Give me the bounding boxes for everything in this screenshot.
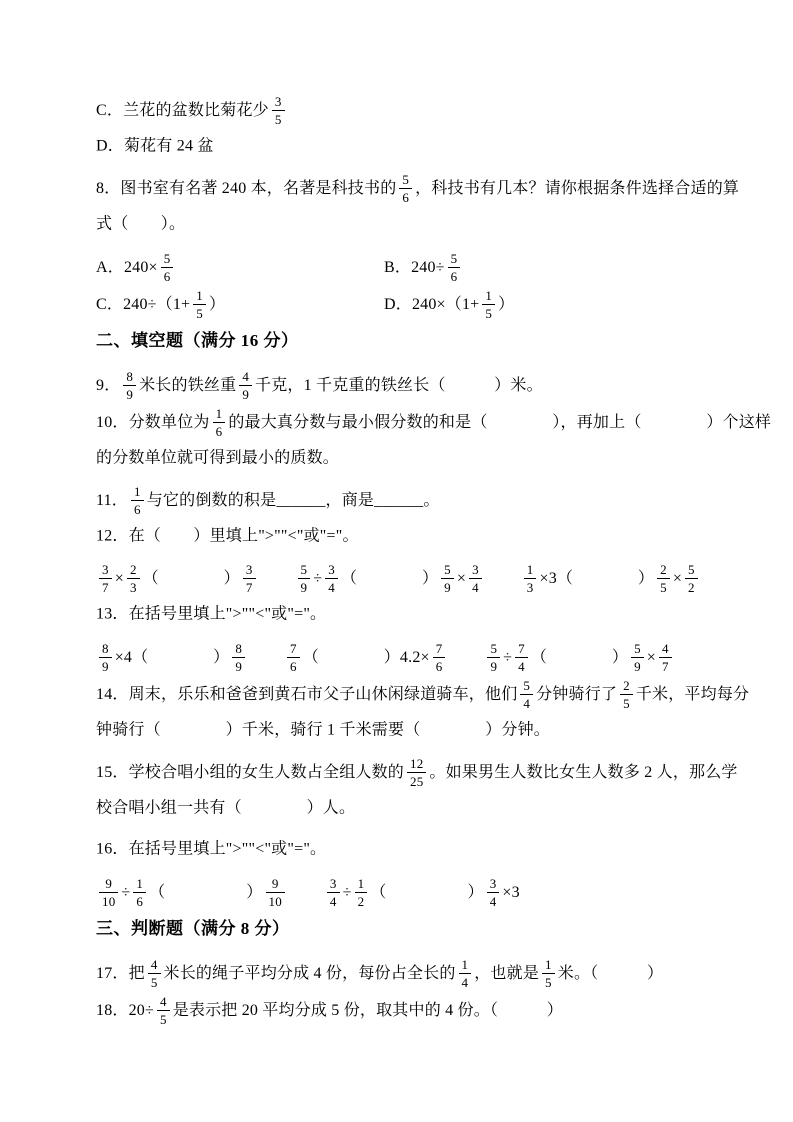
text-run: 千米，平均每分 bbox=[635, 685, 750, 703]
text-run: C．240÷（1+ bbox=[96, 295, 191, 313]
text-run: 16．在括号里填上">""<"或"="。 bbox=[96, 840, 327, 858]
text-run: 的最大真分数与最小假分数的和是（ ），再加上（ ）个这样 bbox=[228, 413, 772, 431]
fraction-numerator: 7 bbox=[287, 640, 300, 658]
fraction-numerator: 3 bbox=[327, 875, 340, 893]
section-3-heading bbox=[96, 913, 707, 944]
text-run: 是表示把 20 平均分成 5 份，取其中的 4 份。（ ） bbox=[172, 1001, 563, 1019]
q8-stem-line2 bbox=[96, 209, 707, 239]
fraction-3-4 bbox=[487, 875, 500, 909]
fraction-numerator: 1 bbox=[524, 561, 537, 579]
fraction-numerator: 5 bbox=[685, 561, 698, 579]
document-body bbox=[96, 94, 772, 1028]
text-run: 9． bbox=[96, 376, 121, 394]
fraction-denominator: 6 bbox=[290, 658, 297, 674]
text-run: 米长的绳子平均分成 4 份，每份占全长的 bbox=[163, 964, 456, 982]
q16-items bbox=[96, 876, 707, 910]
fraction-4-7 bbox=[659, 640, 672, 674]
section-2-heading bbox=[96, 325, 707, 356]
text-run: （ ） bbox=[370, 883, 484, 901]
fraction-denominator: 5 bbox=[159, 1011, 167, 1027]
fraction-denominator: 9 bbox=[242, 386, 250, 402]
fraction-5-4 bbox=[520, 677, 533, 711]
text-run: （ ）4.2× bbox=[302, 648, 430, 666]
q17 bbox=[96, 957, 707, 991]
text-run: ×4（ ） bbox=[114, 648, 230, 666]
fraction-denominator: 3 bbox=[129, 580, 137, 596]
fraction-denominator: 4 bbox=[472, 580, 479, 596]
fraction-numerator: 5 bbox=[399, 171, 412, 189]
fraction-7-6 bbox=[287, 640, 300, 674]
q14-line1 bbox=[96, 677, 750, 712]
fraction-denominator: 6 bbox=[163, 268, 171, 284]
fraction-4-5 bbox=[157, 993, 170, 1027]
fraction-numerator: 3 bbox=[99, 561, 112, 579]
fraction-numerator: 4 bbox=[659, 640, 672, 658]
q13-stem bbox=[96, 599, 707, 629]
text-run: （ ） bbox=[142, 570, 240, 588]
q18 bbox=[96, 994, 707, 1028]
q8-options-cd-cell-2 bbox=[384, 288, 514, 322]
fraction-numerator: 5 bbox=[631, 640, 644, 658]
fraction-numerator: 3 bbox=[325, 561, 338, 579]
q7-option-c bbox=[96, 94, 707, 128]
q8-options-cd bbox=[96, 288, 707, 322]
fraction-denominator: 6 bbox=[134, 502, 141, 518]
text-run: 与它的倒数的积是______，商是______。 bbox=[146, 492, 440, 510]
fraction-7-6 bbox=[433, 640, 446, 674]
fraction-numerator: 1 bbox=[193, 287, 206, 305]
fraction-denominator: 4 bbox=[523, 695, 531, 711]
fraction-1-6 bbox=[213, 405, 226, 439]
text-run: × bbox=[456, 570, 467, 588]
text-run: ÷ bbox=[121, 883, 131, 901]
fraction-numerator: 7 bbox=[433, 640, 446, 658]
q13-items-cell-1 bbox=[96, 641, 248, 675]
fraction-numerator: 4 bbox=[148, 956, 161, 974]
fraction-3-5 bbox=[272, 93, 285, 127]
fraction-numerator: 1 bbox=[131, 483, 144, 501]
text-run: D．240×（1+ bbox=[384, 295, 480, 313]
fraction-1-5 bbox=[482, 287, 495, 321]
text-run: 18．20÷ bbox=[96, 1001, 154, 1019]
fraction-denominator: 4 bbox=[329, 893, 337, 909]
fraction-denominator: 3 bbox=[526, 580, 534, 596]
fraction-numerator: 9 bbox=[266, 875, 285, 893]
fraction-numerator: 2 bbox=[657, 561, 670, 579]
q8-options-ab-cell-1 bbox=[96, 251, 384, 285]
fraction-8-9 bbox=[123, 368, 136, 402]
fraction-numerator: 1 bbox=[542, 956, 555, 974]
q13-items bbox=[96, 641, 707, 675]
fraction-8-9 bbox=[99, 640, 112, 674]
fraction-2-5 bbox=[657, 561, 670, 595]
fraction-numerator: 1 bbox=[213, 405, 226, 423]
fraction-4-9 bbox=[239, 368, 252, 402]
fraction-1-2 bbox=[355, 875, 368, 909]
fraction-numerator: 2 bbox=[620, 677, 633, 695]
q10-line1 bbox=[96, 405, 772, 440]
q10-line2 bbox=[96, 443, 707, 473]
text-run: 校合唱小组一共有（ ）人。 bbox=[96, 799, 356, 817]
fraction-3-7 bbox=[243, 561, 256, 595]
fraction-1-5 bbox=[193, 287, 206, 321]
q16-stem bbox=[96, 834, 707, 864]
fraction-3-7 bbox=[99, 561, 112, 595]
text-run: 二、填空题（满分 16 分） bbox=[96, 330, 299, 350]
q15-line2 bbox=[96, 793, 707, 823]
fraction-denominator: 5 bbox=[545, 974, 552, 990]
fraction-numerator: 5 bbox=[520, 677, 533, 695]
fraction-denominator: 10 bbox=[102, 893, 116, 909]
q8-options-ab-cell-2 bbox=[384, 251, 463, 285]
q12-stem bbox=[96, 521, 707, 551]
fraction-numerator: 4 bbox=[157, 993, 170, 1011]
fraction-numerator: 5 bbox=[161, 250, 174, 268]
fraction-2-3 bbox=[127, 561, 140, 595]
fraction-denominator: 6 bbox=[435, 658, 443, 674]
text-run: 13．在括号里填上">""<"或"="。 bbox=[96, 605, 327, 623]
fraction-denominator: 4 bbox=[489, 893, 497, 909]
fraction-5-6 bbox=[399, 171, 412, 205]
fraction-1-6 bbox=[131, 483, 144, 517]
q9 bbox=[96, 369, 707, 403]
fraction-numerator: 1 bbox=[133, 875, 146, 893]
fraction-denominator: 6 bbox=[136, 893, 144, 909]
text-run: ×3 bbox=[502, 883, 520, 901]
fraction-3-4 bbox=[325, 561, 338, 595]
text-run: 15．学校合唱小组的女生人数占全组人数的 bbox=[96, 764, 405, 782]
q16-items-cell-2 bbox=[324, 876, 520, 910]
fraction-denominator: 6 bbox=[450, 268, 458, 284]
text-run: ，也就是 bbox=[474, 964, 540, 982]
text-run: B．240÷ bbox=[384, 258, 445, 276]
q12-items bbox=[96, 562, 707, 596]
text-run: A．240× bbox=[96, 258, 158, 276]
fraction-numerator: 9 bbox=[99, 875, 118, 893]
fraction-denominator: 5 bbox=[485, 305, 493, 321]
fraction-denominator: 9 bbox=[634, 658, 641, 674]
q14-line2 bbox=[96, 715, 707, 745]
fraction-numerator: 8 bbox=[99, 640, 112, 658]
text-run: 。如果男生人数比女生人数多 2 人，那么学 bbox=[429, 764, 738, 782]
text-run: ，科技书有几本？请你根据条件选择合适的算 bbox=[415, 180, 740, 198]
fraction-numerator: 1 bbox=[355, 875, 368, 893]
fraction-denominator: 7 bbox=[245, 580, 253, 596]
text-run: 三、判断题（满分 8 分） bbox=[96, 918, 290, 938]
fraction-numerator: 7 bbox=[515, 640, 528, 658]
fraction-denominator: 5 bbox=[660, 580, 667, 596]
fraction-denominator: 7 bbox=[102, 580, 109, 596]
fraction-3-4 bbox=[469, 561, 482, 595]
text-run: 分钟骑行了 bbox=[536, 685, 618, 703]
text-run: 11． bbox=[96, 492, 129, 510]
fraction-1-4 bbox=[459, 956, 472, 990]
text-run: ×3（ ） bbox=[539, 570, 655, 588]
text-run: ÷ bbox=[313, 570, 323, 588]
fraction-denominator: 9 bbox=[102, 658, 109, 674]
text-run: 式（ ）。 bbox=[96, 215, 186, 233]
text-run: （ ） bbox=[530, 648, 629, 666]
q16-items-cell-1 bbox=[96, 876, 288, 910]
fraction-5-9 bbox=[441, 561, 454, 595]
fraction-denominator: 6 bbox=[215, 423, 223, 439]
text-run: ） bbox=[498, 295, 515, 313]
text-run: 10．分数单位为 bbox=[96, 413, 210, 431]
fraction-numerator: 4 bbox=[239, 368, 252, 386]
fraction-8-9 bbox=[232, 640, 245, 674]
fraction-5-6 bbox=[161, 250, 174, 284]
fraction-numerator: 5 bbox=[448, 250, 461, 268]
fraction-1-3 bbox=[524, 561, 537, 595]
text-run: × bbox=[114, 570, 124, 588]
fraction-9-10 bbox=[99, 875, 118, 909]
text-run: 米长的铁丝重 bbox=[139, 376, 237, 394]
text-run: ÷ bbox=[503, 648, 513, 666]
fraction-denominator: 25 bbox=[410, 774, 424, 790]
fraction-denominator: 4 bbox=[518, 658, 525, 674]
text-run: C．兰花的盆数比菊花少 bbox=[96, 102, 269, 119]
text-run: 的分数单位就可得到最小的质数。 bbox=[96, 449, 340, 467]
text-run: 钟骑行（ ）千米，骑行 1 千米需要（ ）分钟。 bbox=[96, 721, 551, 739]
text-run: 8．图书室有名著 240 本，名著是科技书的 bbox=[96, 180, 397, 198]
fraction-denominator: 4 bbox=[328, 580, 335, 596]
fraction-denominator: 5 bbox=[623, 695, 630, 711]
fraction-numerator: 5 bbox=[441, 561, 454, 579]
q13-items-cell-3 bbox=[484, 641, 674, 675]
fraction-1-5 bbox=[542, 956, 555, 990]
fraction-denominator: 9 bbox=[235, 658, 243, 674]
fraction-numerator: 1 bbox=[459, 956, 472, 974]
fraction-denominator: 5 bbox=[196, 305, 203, 321]
fraction-numerator: 3 bbox=[469, 561, 482, 579]
fraction-7-4 bbox=[515, 640, 528, 674]
fraction-numerator: 8 bbox=[232, 640, 245, 658]
fraction-5-6 bbox=[448, 250, 461, 284]
text-run: × bbox=[672, 570, 683, 588]
fraction-12-25 bbox=[407, 755, 426, 789]
q15-line1 bbox=[96, 756, 738, 790]
fraction-denominator: 9 bbox=[490, 658, 498, 674]
fraction-numerator: 2 bbox=[127, 561, 140, 579]
fraction-numerator: 5 bbox=[298, 561, 311, 579]
fraction-5-9 bbox=[298, 561, 311, 595]
fraction-denominator: 2 bbox=[357, 893, 365, 909]
fraction-5-2 bbox=[685, 561, 698, 595]
fraction-denominator: 5 bbox=[150, 974, 158, 990]
fraction-3-4 bbox=[327, 875, 340, 909]
fraction-numerator: 3 bbox=[243, 561, 256, 579]
q7-option-d bbox=[96, 131, 707, 161]
fraction-9-10 bbox=[266, 875, 285, 909]
fraction-numerator: 12 bbox=[407, 755, 426, 773]
fraction-5-9 bbox=[631, 640, 644, 674]
text-run: × bbox=[646, 648, 656, 666]
fraction-denominator: 6 bbox=[402, 190, 410, 206]
fraction-denominator: 4 bbox=[461, 974, 469, 990]
text-run: 12．在（ ）里填上">""<"或"="。 bbox=[96, 527, 359, 545]
text-run: 14．周末，乐乐和爸爸到黄石市父子山休闲绿道骑车，他们 bbox=[96, 685, 518, 703]
fraction-numerator: 3 bbox=[272, 93, 285, 111]
fraction-1-6 bbox=[133, 875, 146, 909]
fraction-denominator: 5 bbox=[274, 112, 282, 127]
text-run: 千克，1 千克重的铁丝长（ ）米。 bbox=[255, 376, 543, 394]
q8-stem-line1 bbox=[96, 172, 740, 206]
fraction-numerator: 8 bbox=[123, 368, 136, 386]
text-run: 17．把 bbox=[96, 964, 145, 982]
fraction-2-5 bbox=[620, 677, 633, 711]
text-run: D．菊花有 24 盆 bbox=[96, 137, 214, 155]
fraction-denominator: 2 bbox=[688, 580, 695, 596]
text-run: （ ） bbox=[340, 570, 439, 588]
q11 bbox=[96, 484, 707, 518]
q12-items-cell-3 bbox=[521, 562, 701, 596]
text-run: ） bbox=[208, 295, 226, 313]
fraction-denominator: 7 bbox=[662, 658, 669, 674]
fraction-denominator: 9 bbox=[444, 580, 451, 596]
fraction-numerator: 3 bbox=[487, 875, 500, 893]
text-run: （ ） bbox=[149, 883, 263, 901]
fraction-4-5 bbox=[148, 956, 161, 990]
text-run: ÷ bbox=[342, 883, 352, 901]
fraction-denominator: 10 bbox=[268, 893, 282, 909]
fraction-denominator: 9 bbox=[300, 580, 308, 596]
q12-items-cell-2 bbox=[295, 562, 485, 596]
q12-items-cell-1 bbox=[96, 562, 259, 596]
fraction-5-9 bbox=[487, 640, 500, 674]
fraction-numerator: 1 bbox=[482, 287, 495, 305]
fraction-numerator: 5 bbox=[487, 640, 500, 658]
fraction-denominator: 9 bbox=[126, 386, 134, 402]
q13-items-cell-2 bbox=[284, 641, 448, 675]
q8-options-cd-cell-1 bbox=[96, 288, 384, 322]
text-run: 米。（ ） bbox=[557, 964, 664, 982]
q8-options-ab bbox=[96, 251, 707, 285]
